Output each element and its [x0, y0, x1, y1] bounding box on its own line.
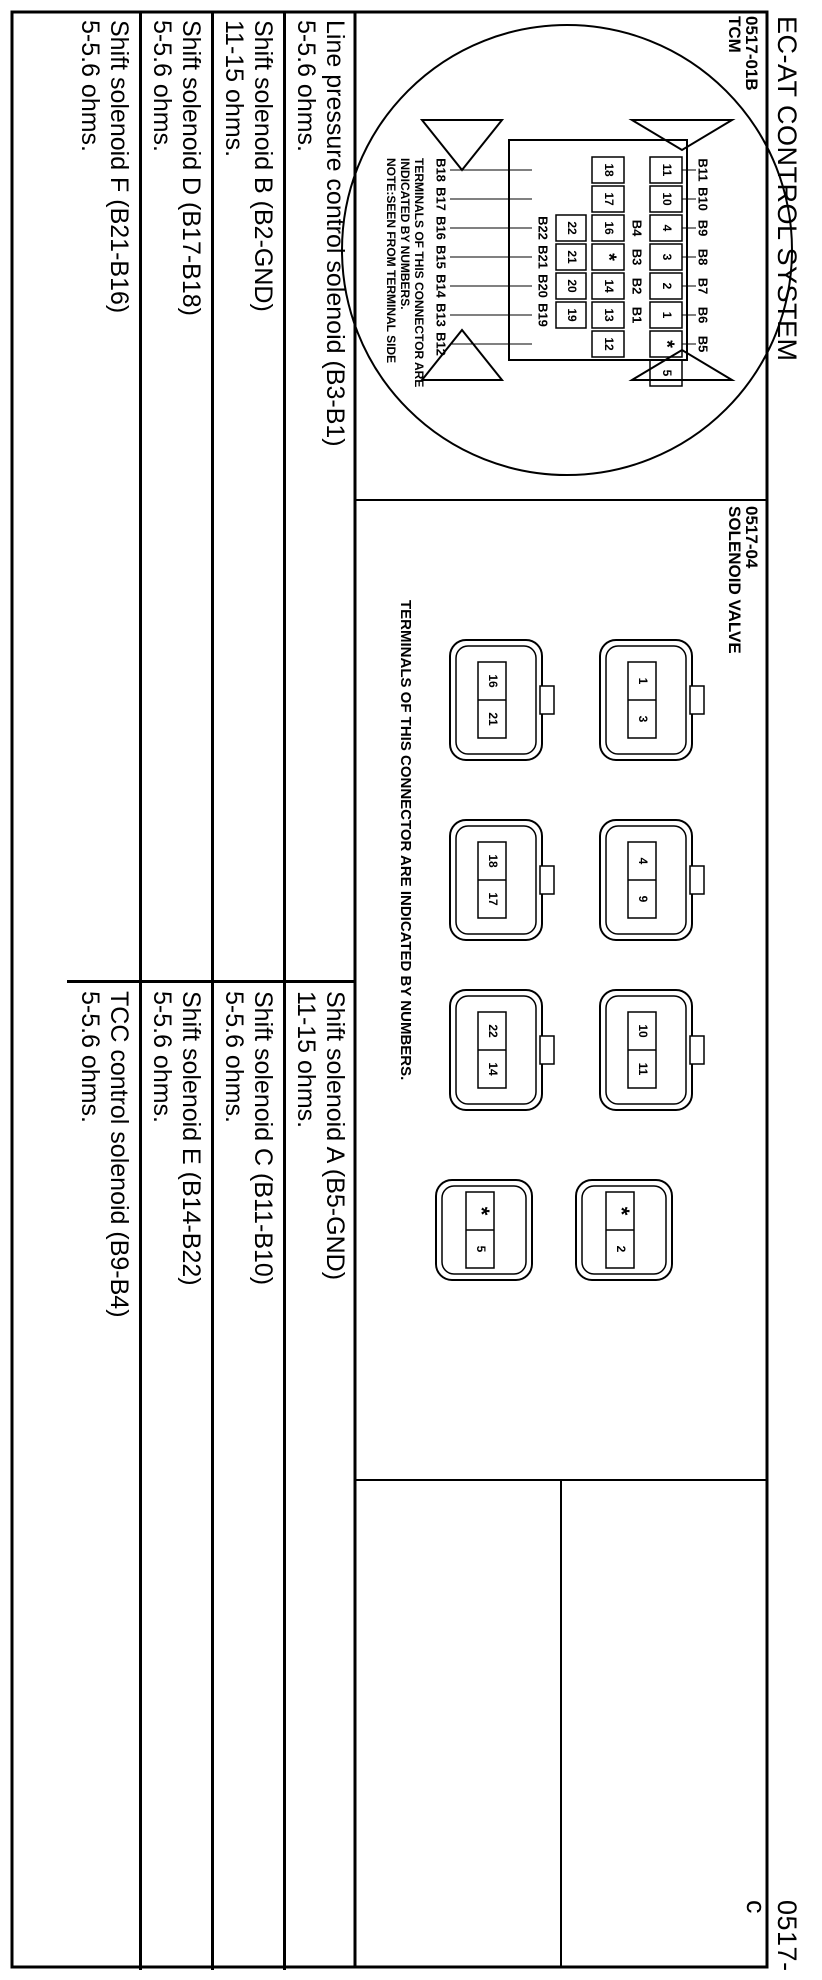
plug-terminal: 5: [473, 1245, 488, 1253]
resistance-value: 5-5.6 ohms.: [76, 991, 104, 1124]
terminal-label: B13: [433, 303, 449, 327]
resistance-value: 5-5.6 ohms.: [76, 20, 104, 153]
solenoid-plug: [450, 990, 554, 1110]
resistance-value: 11-15 ohms.: [292, 991, 320, 1129]
terminal-number: 4: [659, 224, 674, 232]
resistance-value: 11-15 ohms.: [220, 20, 248, 158]
terminal-label: B21: [535, 245, 551, 269]
plug-terminal: 9: [635, 895, 650, 903]
plug-terminal: 1: [635, 677, 650, 685]
terminal-number: 11: [659, 163, 674, 177]
plug-latch: [540, 1036, 554, 1064]
terminal-label: B1: [629, 306, 645, 324]
terminal-number: 19: [564, 308, 579, 322]
tcm-code: 0517-01B: [742, 16, 761, 91]
plug-terminal: 16: [485, 674, 500, 688]
plug-terminal: 17: [485, 892, 500, 906]
terminal-number: 12: [601, 337, 616, 351]
solenoid-plug: [600, 820, 704, 940]
terminal-label: B16: [433, 216, 449, 240]
page-title: EC-AT CONTROL SYSTEM: [772, 16, 802, 362]
plug-latch: [540, 866, 554, 894]
solenoid-connector: [436, 640, 704, 1280]
table-row: [283, 983, 355, 1970]
solenoid-name: Shift solenoid B (B2-GND): [249, 20, 277, 312]
terminal-number: 21: [564, 250, 579, 264]
resistance-value: 5-5.6 ohms.: [292, 20, 320, 153]
solenoid-plug: [450, 640, 554, 760]
plug-terminal: 10: [635, 1024, 650, 1038]
terminal-label: B4: [629, 219, 645, 237]
terminal-label: B10: [695, 187, 711, 211]
terminal-number: *: [597, 253, 620, 261]
terminal-label: B14: [433, 274, 449, 298]
table-row: [67, 12, 139, 980]
plug-terminal: 14: [485, 1062, 500, 1076]
solenoid-plug: [450, 820, 554, 940]
terminal-number: 5: [659, 369, 674, 377]
tcm-notes: [384, 158, 426, 387]
solenoid-plug: [600, 640, 704, 760]
solenoid-name: SOLENOID VALVE: [725, 506, 744, 654]
plug-terminal: 21: [485, 712, 500, 726]
solenoid-name: Shift solenoid C (B11-B10): [249, 991, 277, 1286]
plug-latch: [540, 686, 554, 714]
table-row: [211, 12, 283, 980]
solenoid-name: Shift solenoid E (B14-B22): [177, 991, 205, 1286]
plug-latch: [690, 866, 704, 894]
terminal-label: B19: [535, 303, 551, 327]
resistance-value: 5-5.6 ohms.: [148, 20, 176, 153]
terminal-number: 3: [659, 253, 674, 261]
resistance-table-right: [67, 980, 355, 1970]
terminal-label: B8: [695, 248, 711, 266]
table-row: [283, 12, 355, 980]
terminal-label: B3: [629, 248, 645, 266]
terminal-number: 17: [601, 192, 616, 206]
plug-terminal: 18: [485, 854, 500, 868]
resistance-value: 5-5.6 ohms.: [148, 991, 176, 1124]
terminal-number: 18: [601, 163, 616, 177]
terminal-number: 22: [564, 221, 579, 235]
page-code: 0517-c: [741, 1900, 802, 1972]
terminal-number: 10: [659, 192, 674, 206]
solenoid-plug: [436, 1180, 532, 1280]
terminal-label: B2: [629, 277, 645, 295]
tcm-name: TCM: [725, 16, 744, 53]
table-row: [139, 983, 211, 1970]
terminal-label: B17: [433, 187, 449, 211]
tcm-note-line: TERMINALS OF THIS CONNECTOR ARE: [412, 158, 426, 388]
plug-terminal: 3: [635, 715, 650, 723]
terminal-label: B12: [433, 332, 449, 356]
solenoid-name: Shift solenoid D (B17-B18): [177, 20, 205, 316]
plug-latch: [690, 686, 704, 714]
solenoid-name: TCC control solenoid (B9-B4): [105, 991, 133, 1318]
terminal-number: 2: [659, 282, 674, 290]
plug-terminal: 11: [635, 1062, 650, 1076]
table-row: [139, 12, 211, 980]
terminal-label: B5: [695, 335, 711, 353]
terminal-number: 1: [659, 311, 674, 319]
solenoid-plug: [600, 990, 704, 1110]
terminal-number: 13: [601, 308, 616, 322]
plug-terminal: *: [609, 1206, 635, 1216]
terminal-label: B18: [433, 158, 449, 182]
shell-rib: [632, 120, 732, 150]
solenoid-plug: [576, 1180, 672, 1280]
table-row: [211, 983, 283, 1970]
terminal-label: B20: [535, 274, 551, 298]
terminal-number: *: [655, 340, 678, 348]
solenoid-note: TERMINALS OF THIS CONNECTOR ARE INDICATED BY NUMBERS.: [397, 600, 414, 1081]
tcm-note-line: INDICATED BY NUMBERS.: [398, 158, 412, 310]
solenoid-code: 0517-04: [742, 506, 761, 569]
solenoid-name: Shift solenoid A (B5-GND): [321, 991, 349, 1281]
terminal-number: 14: [601, 279, 616, 293]
terminal-label: B7: [695, 277, 711, 295]
tcm-header: [726, 16, 760, 91]
tcm-note-line: NOTE:SEEN FROM TERMINAL SIDE: [384, 158, 398, 364]
plug-terminal: 4: [635, 857, 650, 865]
terminal-label: B11: [695, 158, 711, 182]
terminal-label: B22: [535, 216, 551, 240]
terminal-label: B9: [695, 219, 711, 237]
solenoid-name: Line pressure control solenoid (B3-B1): [321, 20, 349, 447]
plug-terminal: 2: [613, 1245, 628, 1253]
plug-terminal: 22: [485, 1024, 500, 1038]
terminal-number: 16: [601, 221, 616, 235]
solenoid-header: [726, 506, 760, 654]
solenoid-name: Shift solenoid F (B21-B16): [105, 20, 133, 314]
table-row: [67, 983, 139, 1970]
terminal-label: B15: [433, 245, 449, 269]
terminal-label: B6: [695, 306, 711, 324]
resistance-value: 5-5.6 ohms.: [220, 991, 248, 1124]
plug-latch: [690, 1036, 704, 1064]
terminal-number: 20: [564, 279, 579, 293]
terminal-cells: [434, 157, 711, 386]
plug-terminal: *: [469, 1206, 495, 1216]
resistance-table-left: [67, 12, 355, 980]
